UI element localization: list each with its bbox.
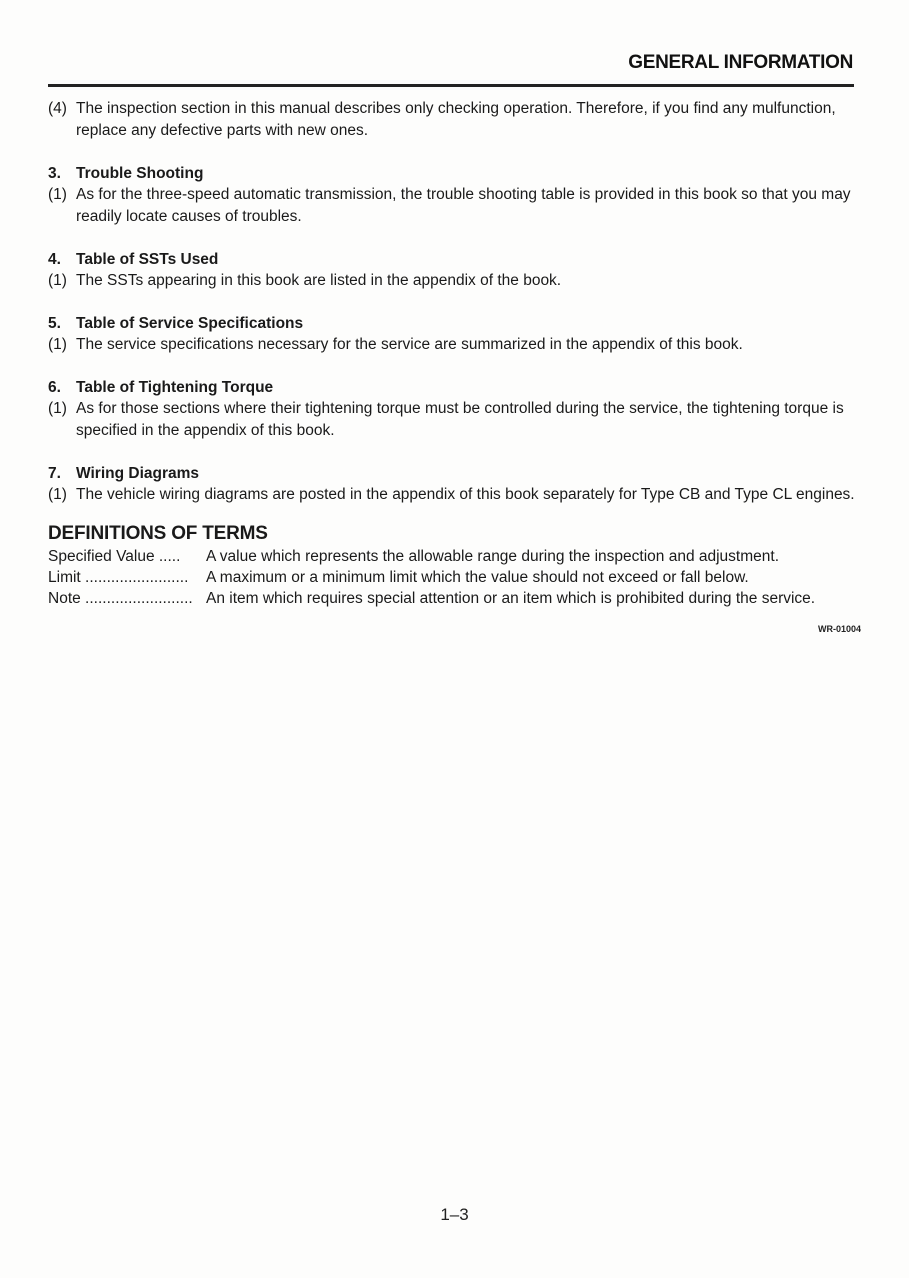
intro-item (48, 98, 860, 142)
section-heading (48, 314, 860, 334)
definition-description: A maximum or a minimum limit which the value should not exceed or fall below. (206, 569, 749, 586)
item-text: The vehicle wiring diagrams are posted in the appendix of this book separately for Type CB and Type CL engines. (76, 486, 855, 503)
definition-description: An item which requires special attention or an item which is prohibited during the service. (206, 590, 816, 607)
header-divider (48, 84, 854, 87)
section-wiring-diagrams (48, 464, 860, 506)
section-item (48, 398, 860, 442)
page-content (48, 98, 860, 609)
page-header-title: GENERAL INFORMATION (628, 52, 853, 73)
item-number: (1) (48, 486, 67, 503)
definition-term: Limit ........................ (48, 569, 189, 586)
section-item (48, 484, 860, 506)
section-heading (48, 250, 860, 270)
section-trouble-shooting (48, 164, 860, 228)
item-number: (1) (48, 336, 67, 353)
section-item (48, 270, 860, 292)
reference-code: WR-01004 (817, 624, 861, 634)
section-number: 3. (48, 165, 61, 182)
item-text: As for those sections where their tightening torque must be controlled during the service, the tightening torque is specified in the appendix of this book. (76, 400, 844, 439)
definition-row (48, 546, 860, 567)
section-number: 7. (48, 465, 61, 482)
section-number: 6. (48, 379, 61, 396)
page-number: 1–3 (440, 1205, 469, 1224)
item-text: The SSTs appearing in this book are listed in the appendix of the book. (76, 272, 562, 289)
section-tightening-torque (48, 378, 860, 442)
definition-term: Specified Value ..... (48, 548, 181, 565)
item-number: (1) (48, 400, 67, 417)
item-number: (1) (48, 186, 67, 203)
item-number: (1) (48, 272, 67, 289)
item-text: The inspection section in this manual describes only checking operation. Therefore, if you find any mulfunction, replace any defective parts with new ones. (76, 100, 836, 139)
item-text: As for the three-speed automatic transmission, the trouble shooting table is provided in this book so that you may readily locate causes of troubles. (76, 186, 851, 225)
section-table-of-ssts (48, 250, 860, 292)
section-heading (48, 378, 860, 398)
definition-row (48, 567, 860, 588)
section-title: Table of Service Specifications (76, 315, 304, 332)
section-item (48, 334, 860, 356)
section-title: Table of SSTs Used (76, 251, 219, 268)
section-service-specifications (48, 314, 860, 356)
item-number: (4) (48, 100, 67, 117)
item-text: The service specifications necessary for the service are summarized in the appendix of this book. (76, 336, 743, 353)
section-heading (48, 164, 860, 184)
definition-term: Note ......................... (48, 590, 193, 607)
section-title: Trouble Shooting (76, 165, 204, 182)
section-number: 4. (48, 251, 61, 268)
section-item (48, 184, 860, 228)
section-title: Table of Tightening Torque (76, 379, 274, 396)
definitions-title: DEFINITIONS OF TERMS (48, 523, 268, 544)
section-heading (48, 464, 860, 484)
section-number: 5. (48, 315, 61, 332)
section-title: Wiring Diagrams (76, 465, 200, 482)
definition-row (48, 588, 860, 609)
definition-description: A value which represents the allowable range during the inspection and adjustment. (206, 548, 780, 565)
